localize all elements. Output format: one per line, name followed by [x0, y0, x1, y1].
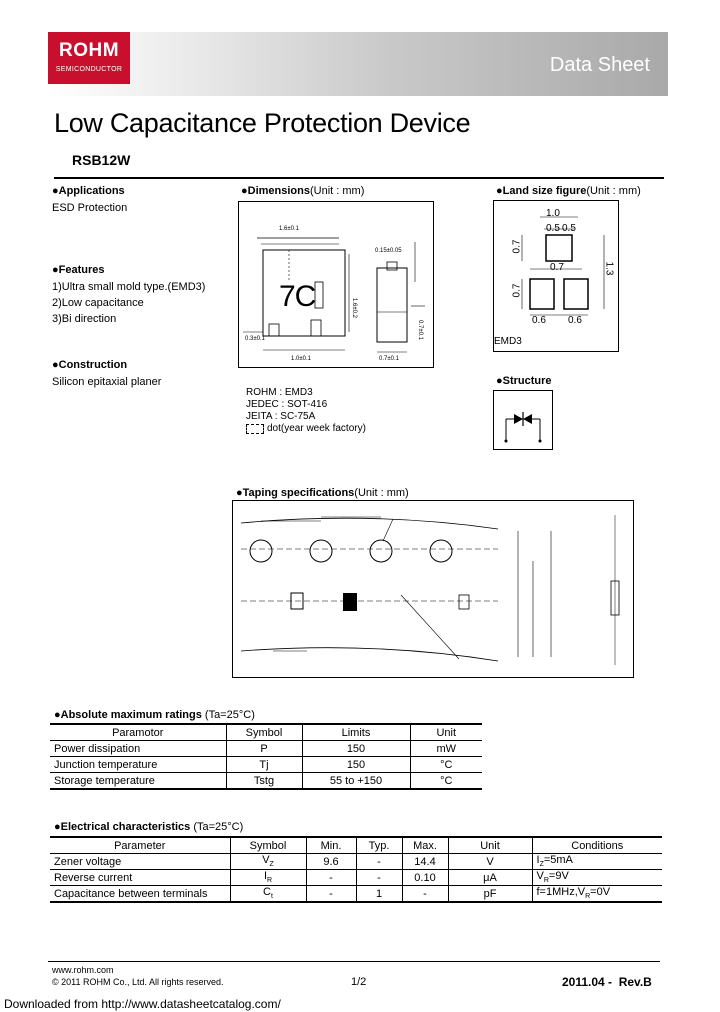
table-row: Reverse current $I_R$ - - 0.10 μA $V_R=9V$ [50, 870, 662, 886]
svg-text:0.15±0.05: 0.15±0.05 [375, 248, 402, 254]
revision: 2011.04 - Rev.B [562, 975, 652, 989]
svg-text:1.0±0.1: 1.0±0.1 [291, 356, 311, 362]
construction-heading: ●Construction [52, 359, 128, 371]
table-row: Zener voltage $V_Z$ 9.6 - 14.4 V $I_Z=5mA$ [50, 854, 662, 870]
land-dim-h-upper: 0.7 [511, 239, 523, 254]
land-dim-right: 1.3 [603, 261, 615, 276]
logo-text: ROHM [58, 40, 120, 61]
land-dim-h-lower: 0.7 [511, 283, 523, 298]
page-title: Low Capacitance Protection Device [54, 108, 471, 138]
features-heading: ●Features [52, 264, 105, 276]
land-dim-pad2: 0.5 [562, 223, 576, 234]
logo-subtext: SEMICONDUCTOR [55, 66, 123, 73]
table-header-row: Parameter Symbol Min. Typ. Max. Unit Conditions [50, 837, 662, 854]
table-row: Junction temperature Tj 150 °C [50, 757, 482, 773]
land-dim-bottom2: 0.6 [568, 315, 582, 326]
structure-heading: ●Structure [496, 375, 552, 387]
land-dim-top: 1.0 [546, 208, 560, 219]
abs-max-table [50, 723, 482, 790]
dot-note: dot(year week factory) [246, 423, 366, 435]
table-row: Storage temperature Tstg 55 to +150 °C [50, 773, 482, 790]
doc-type-label: Data Sheet [549, 54, 650, 76]
abs-max-heading: ●Absolute maximum ratings (Ta=25°C) [54, 709, 255, 721]
land-size-box [493, 200, 619, 352]
applications-heading: ●Applications [52, 185, 125, 197]
dimensions-drawing [239, 202, 433, 367]
taping-heading: ●Taping specifications(Unit : mm) [236, 487, 409, 499]
taping-drawing [233, 501, 633, 677]
dot-marker-icon [246, 424, 264, 434]
construction-item: Silicon epitaxial planer [52, 376, 162, 388]
table-header-row: Paramotor Symbol Limits Unit [50, 724, 482, 741]
dimensions-heading: ●Dimensions(Unit : mm) [241, 185, 365, 197]
package-info: ROHM : EMD3 JEDEC : SOT-416 JEITA : SC-75A dot(year week factory) [246, 387, 366, 434]
part-number: RSB12W [72, 152, 131, 168]
features-list [52, 279, 205, 327]
svg-text:1.6±0.1: 1.6±0.1 [279, 226, 299, 232]
land-size-heading: ●Land size figure(Unit : mm) [496, 185, 641, 197]
footer-rule [48, 961, 660, 962]
title-rule [54, 177, 664, 179]
footer-copyright: © 2011 ROHM Co., Ltd. All rights reserved. [52, 977, 224, 987]
land-dim-bottom1: 0.6 [532, 315, 546, 326]
svg-text:0.7±0.1: 0.7±0.1 [379, 356, 399, 362]
bidirectional-diode-icon [494, 391, 552, 449]
feature-item: 1)Ultra small mold type.(EMD3) [52, 281, 206, 293]
applications-item: ESD Protection [52, 202, 128, 214]
elec-table [50, 836, 662, 903]
table-row: Capacitance between terminals $C_t$ - 1 - pF $f=1MHz,V_R=0V$ [50, 886, 662, 903]
footer-website[interactable]: www.rohm.com [52, 965, 114, 975]
svg-text:0.7±0.1: 0.7±0.1 [417, 320, 423, 340]
elec-heading: ●Electrical characteristics (Ta=25°C) [54, 821, 244, 833]
dimensions-drawing-box [238, 201, 434, 368]
land-dim-pad1: 0.5 [546, 223, 560, 234]
taping-drawing-box [232, 500, 634, 678]
feature-item: 2)Low capacitance [52, 297, 144, 309]
download-watermark[interactable]: Downloaded from http://www.datasheetcatalog.com/ [4, 997, 281, 1011]
svg-text:1.6±0.2: 1.6±0.2 [351, 298, 357, 318]
page-number: 1/2 [351, 976, 367, 988]
structure-box [493, 390, 553, 450]
svg-text:0.3±0.1: 0.3±0.1 [245, 336, 265, 342]
feature-item: 3)Bi direction [52, 313, 117, 325]
device-marking: 7C [279, 280, 316, 313]
table-row: Power dissipation P 150 mW [50, 741, 482, 757]
land-dim-mid: 0.7 [550, 262, 564, 273]
land-package-label: EMD3 [494, 336, 522, 347]
